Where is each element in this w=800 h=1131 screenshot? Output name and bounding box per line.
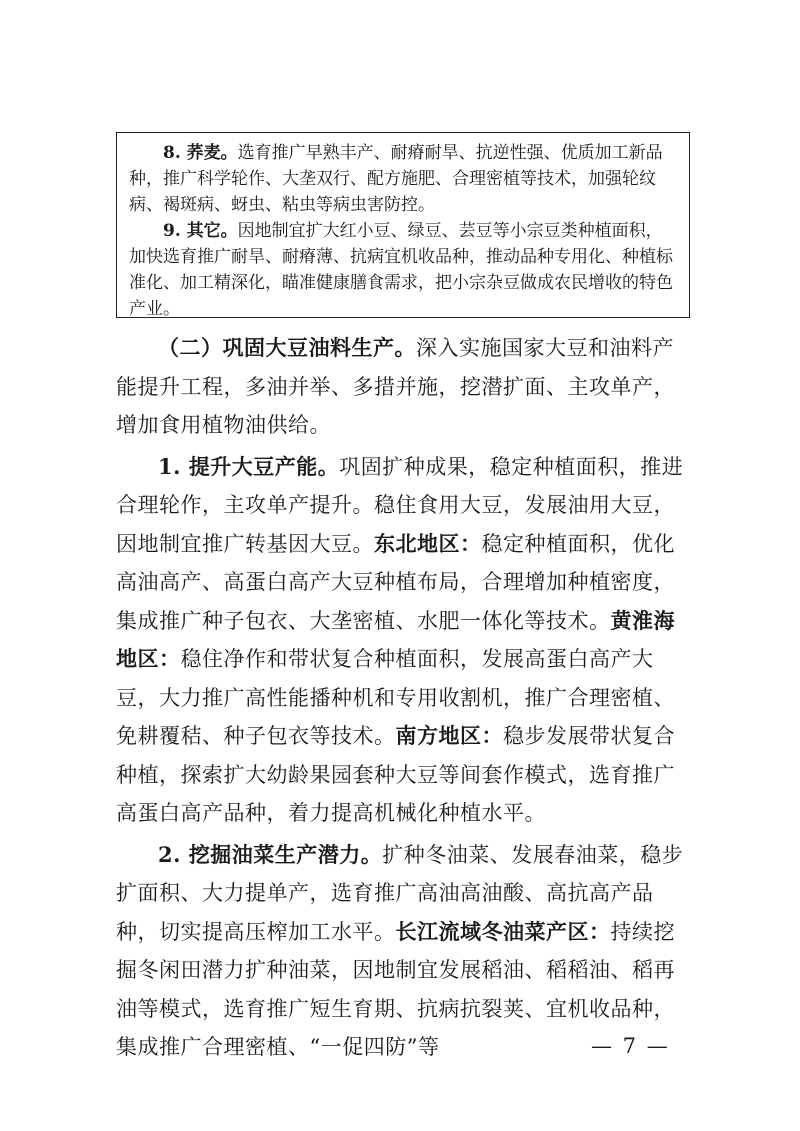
page-number: — 7 — [591,1034,670,1058]
rapeseed-text: 扩种冬油菜、发展春油菜，稳步扩面积、大力提单产，选育推广高油高油酸、高抗高产品种，切实提高压榨加工水平。 [116,842,684,944]
rapeseed-paragraph [116,836,693,1067]
huanghuaihai-text: 稳住净作和带状复合种植面积，发展高蛋白高产大豆，大力推广高性能播种机和专用收割机，推广合理密植、免耕覆秸、种子包衣等技术。 [116,647,675,748]
buckwheat-heading: 8. 荞麦。 [163,143,238,163]
yangtze-text: 持续挖掘冬闲田潜力扩种油菜，因地制宜发展稻油、稻稻油、稻再油等模式，选育推广短生育期、抗病抗裂荚、宜机收品种，集成推广合理密植、“一促四防”等 [116,919,675,1059]
other-crops-paragraph [129,218,679,322]
region-northeast: 东北地区： [374,530,482,556]
crop-notes-box [116,132,690,318]
south-text: 稳步发展带状复合种植，探索扩大幼龄果园套种大豆等间套作模式，选育推广高蛋白高产品种，着力提高机械化种植水平。 [116,724,675,825]
region-south: 南方地区： [395,723,503,748]
section-text: 深入实施国家大豆和油料产能提升工程，多油并举、多措并施，挖潜扩面、主攻单产，增加食用植物油供给。 [116,336,675,437]
soybean-text: 巩固扩种成果，稳定种植面积，推进合理轮作，主攻单产提升。稳住食用大豆，发展油用大豆，因地制宜推广转基因大豆。 [116,454,684,556]
other-crops-text: 因地制宜扩大红小豆、绿豆、芸豆等小宗豆类种植面积，加快选育推广耐旱、耐瘠薄、抗病宜机收品种，推动品种专用化、种植标准化、加工精深化，瞄准健康膳食需求，把小宗杂豆做成农民增收的特色产业。 [129,221,673,319]
soybean-paragraph [116,448,693,833]
region-huanghuaihai: 黄淮海地区： [116,607,675,671]
northeast-text: 稳定种植面积，优化高油高产、高蛋白高产大豆种植布局，合理增加种植密度，集成推广种子包衣、大垄密植、水肥一体化等技术。 [116,531,675,633]
buckwheat-paragraph [129,140,679,218]
section-heading: （二）巩固大豆油料生产。 [158,335,416,360]
buckwheat-text: 选育推广早熟丰产、耐瘠耐旱、抗逆性强、优质加工新品种，推广科学轮作、大垄双行、配方施肥、合理密植等技术，加强轮纹病、褐斑病、蚜虫、粘虫等病虫害防控。 [129,143,663,215]
rapeseed-heading: 2. 挖掘油菜生产潜力。 [158,841,383,867]
other-crops-heading: 9. 其它。 [163,221,238,241]
soybean-heading: 1. 提升大豆产能。 [158,453,340,479]
region-yangtze: 长江流域冬油菜产区： [395,918,611,944]
section-paragraph [116,329,693,445]
document-body [116,329,693,1067]
